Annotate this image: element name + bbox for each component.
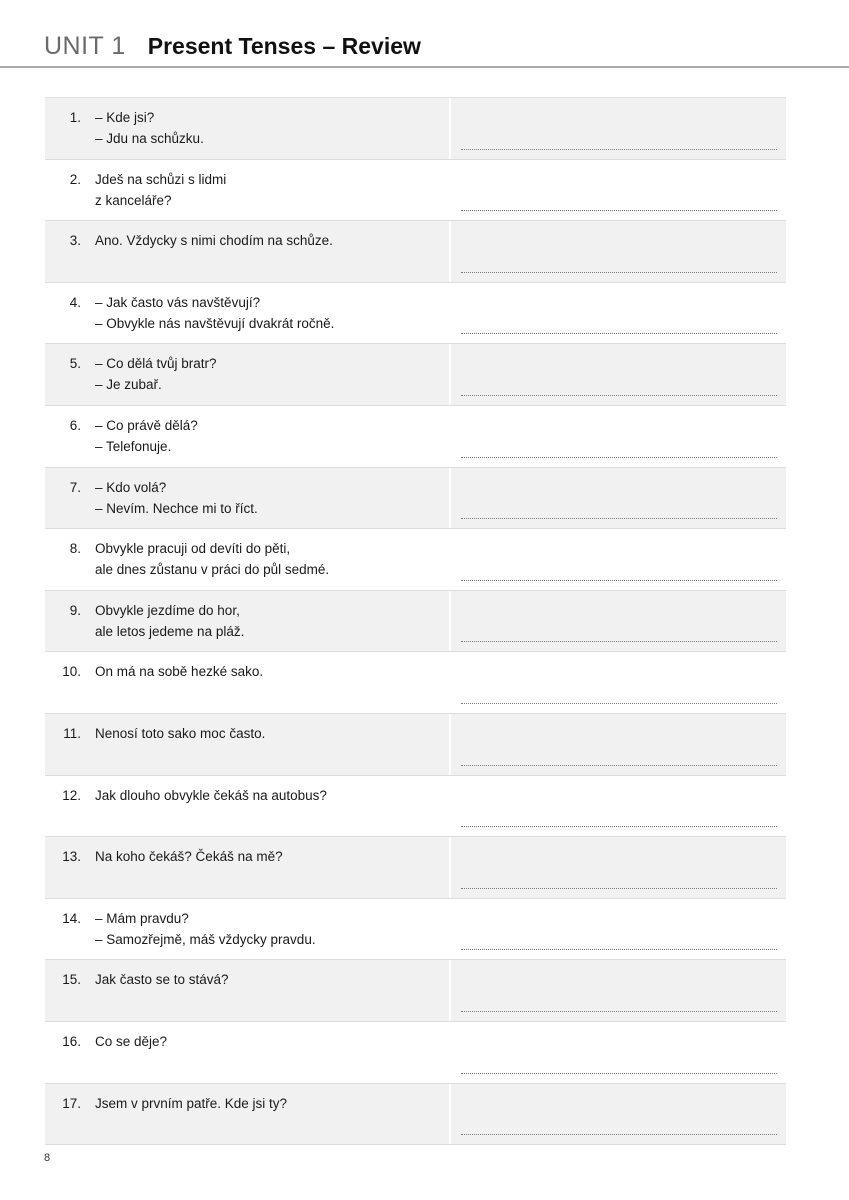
answer-cell[interactable] bbox=[451, 1022, 786, 1083]
answer-dotted-line[interactable] bbox=[461, 888, 777, 889]
item-sentence bbox=[95, 908, 449, 950]
sentence-line: ale letos jedeme na pláž. bbox=[95, 623, 245, 639]
sentence-cell bbox=[45, 652, 449, 713]
sentence-cell bbox=[45, 98, 449, 159]
item-sentence bbox=[95, 969, 449, 990]
answer-dotted-line[interactable] bbox=[461, 210, 777, 211]
item-sentence bbox=[95, 230, 449, 251]
item-number: 5. bbox=[69, 356, 81, 372]
answer-dotted-line[interactable] bbox=[461, 1073, 777, 1074]
page-title: Present Tenses – Review bbox=[147, 33, 421, 59]
item-sentence bbox=[95, 1093, 449, 1114]
exercise-row bbox=[45, 714, 786, 776]
answer-dotted-line[interactable] bbox=[461, 641, 777, 642]
answer-cell[interactable] bbox=[451, 837, 786, 898]
item-sentence bbox=[95, 846, 449, 867]
answer-cell[interactable] bbox=[451, 283, 786, 344]
item-sentence bbox=[95, 477, 449, 519]
answer-cell[interactable] bbox=[451, 776, 786, 837]
sentence-line: On má na sobě hezké sako. bbox=[95, 664, 264, 680]
exercise-row bbox=[45, 98, 786, 160]
item-number: 1. bbox=[69, 110, 81, 125]
sentence-cell bbox=[45, 1084, 449, 1145]
sentence-line: Na koho čekáš? Čekáš na mě? bbox=[95, 849, 283, 865]
answer-cell[interactable] bbox=[451, 344, 786, 405]
answer-dotted-line[interactable] bbox=[461, 826, 777, 827]
exercise-row bbox=[45, 776, 786, 838]
sentence-cell bbox=[45, 714, 449, 775]
answer-dotted-line[interactable] bbox=[461, 765, 777, 766]
sentence-line: Jdeš na schůzi s lidmi bbox=[95, 171, 227, 187]
header-divider bbox=[0, 66, 849, 68]
exercise-row bbox=[45, 960, 786, 1022]
item-number: 7. bbox=[69, 479, 81, 495]
sentence-line: Jak dlouho obvykle čekáš na autobus? bbox=[95, 787, 327, 803]
sentence-cell bbox=[45, 468, 449, 529]
answer-dotted-line[interactable] bbox=[461, 518, 777, 519]
sentence-cell bbox=[45, 221, 449, 282]
sentence-cell bbox=[45, 960, 449, 1021]
sentence-line: Nenosí toto sako moc často. bbox=[95, 725, 266, 741]
exercise-row bbox=[45, 160, 786, 222]
sentence-cell bbox=[45, 529, 449, 590]
sentence-line: – Je zubař. bbox=[95, 377, 162, 393]
item-number: 17. bbox=[62, 1095, 81, 1111]
sentence-line: – Samozřejmě, máš vždycky pravdu. bbox=[95, 931, 316, 947]
item-number: 14. bbox=[62, 910, 81, 926]
sentence-cell bbox=[45, 1022, 449, 1083]
sentence-cell bbox=[45, 283, 449, 344]
answer-cell[interactable] bbox=[451, 714, 786, 775]
sentence-line: – Co právě dělá? bbox=[95, 417, 198, 433]
sentence-line: Jak často se to stává? bbox=[95, 972, 229, 988]
exercise-row bbox=[45, 591, 786, 653]
answer-dotted-line[interactable] bbox=[461, 580, 777, 581]
sentence-cell bbox=[45, 899, 449, 960]
answer-dotted-line[interactable] bbox=[461, 149, 777, 150]
item-sentence bbox=[95, 107, 449, 149]
answer-dotted-line[interactable] bbox=[461, 395, 777, 396]
exercise-row bbox=[45, 283, 786, 345]
sentence-line: – Mám pravdu? bbox=[95, 910, 189, 926]
exercise-row bbox=[45, 406, 786, 468]
exercise-row bbox=[45, 529, 786, 591]
sentence-line: – Nevím. Nechce mi to říct. bbox=[95, 500, 258, 516]
sentence-line: – Kde jsi? bbox=[95, 110, 155, 125]
item-number: 8. bbox=[69, 541, 81, 557]
sentence-line: – Co dělá tvůj bratr? bbox=[95, 356, 217, 372]
sentence-cell bbox=[45, 160, 449, 221]
item-sentence bbox=[95, 538, 449, 580]
answer-dotted-line[interactable] bbox=[461, 272, 777, 273]
item-sentence bbox=[95, 785, 449, 806]
item-number: 3. bbox=[69, 233, 81, 249]
sentence-cell bbox=[45, 591, 449, 652]
item-number: 12. bbox=[62, 787, 81, 803]
sentence-line: Co se děje? bbox=[95, 1033, 168, 1049]
exercise-row bbox=[45, 1022, 786, 1084]
sentence-line: – Obvykle nás navštěvují dvakrát ročně. bbox=[95, 315, 335, 331]
answer-dotted-line[interactable] bbox=[461, 1134, 777, 1135]
sentence-line: – Jdu na schůzku. bbox=[95, 131, 204, 146]
item-number: 9. bbox=[69, 602, 81, 618]
item-sentence bbox=[95, 415, 449, 457]
page-number: 8 bbox=[44, 1152, 51, 1164]
sentence-line: – Telefonuje. bbox=[95, 438, 172, 454]
exercise-row bbox=[45, 221, 786, 283]
exercise-row bbox=[45, 837, 786, 899]
sentence-line: Obvykle jezdíme do hor, bbox=[95, 602, 240, 618]
answer-cell[interactable] bbox=[451, 1084, 786, 1145]
exercise-row bbox=[45, 468, 786, 530]
answer-cell[interactable] bbox=[451, 899, 786, 960]
sentence-cell bbox=[45, 776, 449, 837]
answer-cell[interactable] bbox=[451, 406, 786, 467]
sentence-line: Obvykle pracuji od devíti do pěti, bbox=[95, 541, 291, 557]
sentence-line: – Jak často vás navštěvují? bbox=[95, 294, 261, 310]
item-sentence bbox=[95, 723, 449, 744]
exercise-row bbox=[45, 344, 786, 406]
answer-cell[interactable] bbox=[451, 160, 786, 221]
answer-dotted-line[interactable] bbox=[461, 949, 777, 950]
answer-cell[interactable] bbox=[451, 960, 786, 1021]
exercise-row bbox=[45, 899, 786, 961]
item-sentence bbox=[95, 292, 449, 334]
sentence-line: Jsem v prvním patře. Kde jsi ty? bbox=[95, 1095, 288, 1111]
sentence-line: – Kdo volá? bbox=[95, 479, 167, 495]
item-number: 15. bbox=[62, 972, 81, 988]
item-number: 16. bbox=[62, 1033, 81, 1049]
sentence-line: Ano. Vždycky s nimi chodím na schůze. bbox=[95, 233, 333, 249]
item-number: 11. bbox=[63, 725, 81, 741]
answer-cell[interactable] bbox=[451, 98, 786, 159]
exercise-row bbox=[45, 652, 786, 714]
item-sentence bbox=[95, 353, 449, 395]
item-number: 6. bbox=[69, 417, 81, 433]
sentence-line: z kanceláře? bbox=[95, 192, 172, 208]
sentence-cell bbox=[45, 406, 449, 467]
answer-cell[interactable] bbox=[451, 468, 786, 529]
answer-dotted-line[interactable] bbox=[461, 333, 777, 334]
sentence-cell bbox=[45, 344, 449, 405]
exercise-row bbox=[45, 1084, 786, 1146]
item-number: 2. bbox=[69, 171, 81, 187]
sentence-cell bbox=[45, 837, 449, 898]
item-sentence bbox=[95, 169, 449, 211]
item-number: 13. bbox=[62, 849, 81, 865]
unit-label: UNIT 1 bbox=[44, 32, 126, 60]
item-sentence bbox=[95, 1031, 449, 1052]
answer-cell[interactable] bbox=[451, 591, 786, 652]
answer-cell[interactable] bbox=[451, 652, 786, 713]
answer-dotted-line[interactable] bbox=[461, 457, 777, 458]
item-number: 10. bbox=[62, 664, 81, 680]
item-number: 4. bbox=[69, 294, 81, 310]
answer-dotted-line[interactable] bbox=[461, 703, 777, 704]
sentence-line: ale dnes zůstanu v práci do půl sedmé. bbox=[95, 562, 330, 578]
answer-cell[interactable] bbox=[451, 529, 786, 590]
item-sentence bbox=[95, 600, 449, 642]
exercise-table bbox=[45, 97, 786, 1145]
answer-dotted-line[interactable] bbox=[461, 1011, 777, 1012]
item-sentence bbox=[95, 661, 449, 682]
page-header bbox=[44, 32, 421, 66]
answer-cell[interactable] bbox=[451, 221, 786, 282]
